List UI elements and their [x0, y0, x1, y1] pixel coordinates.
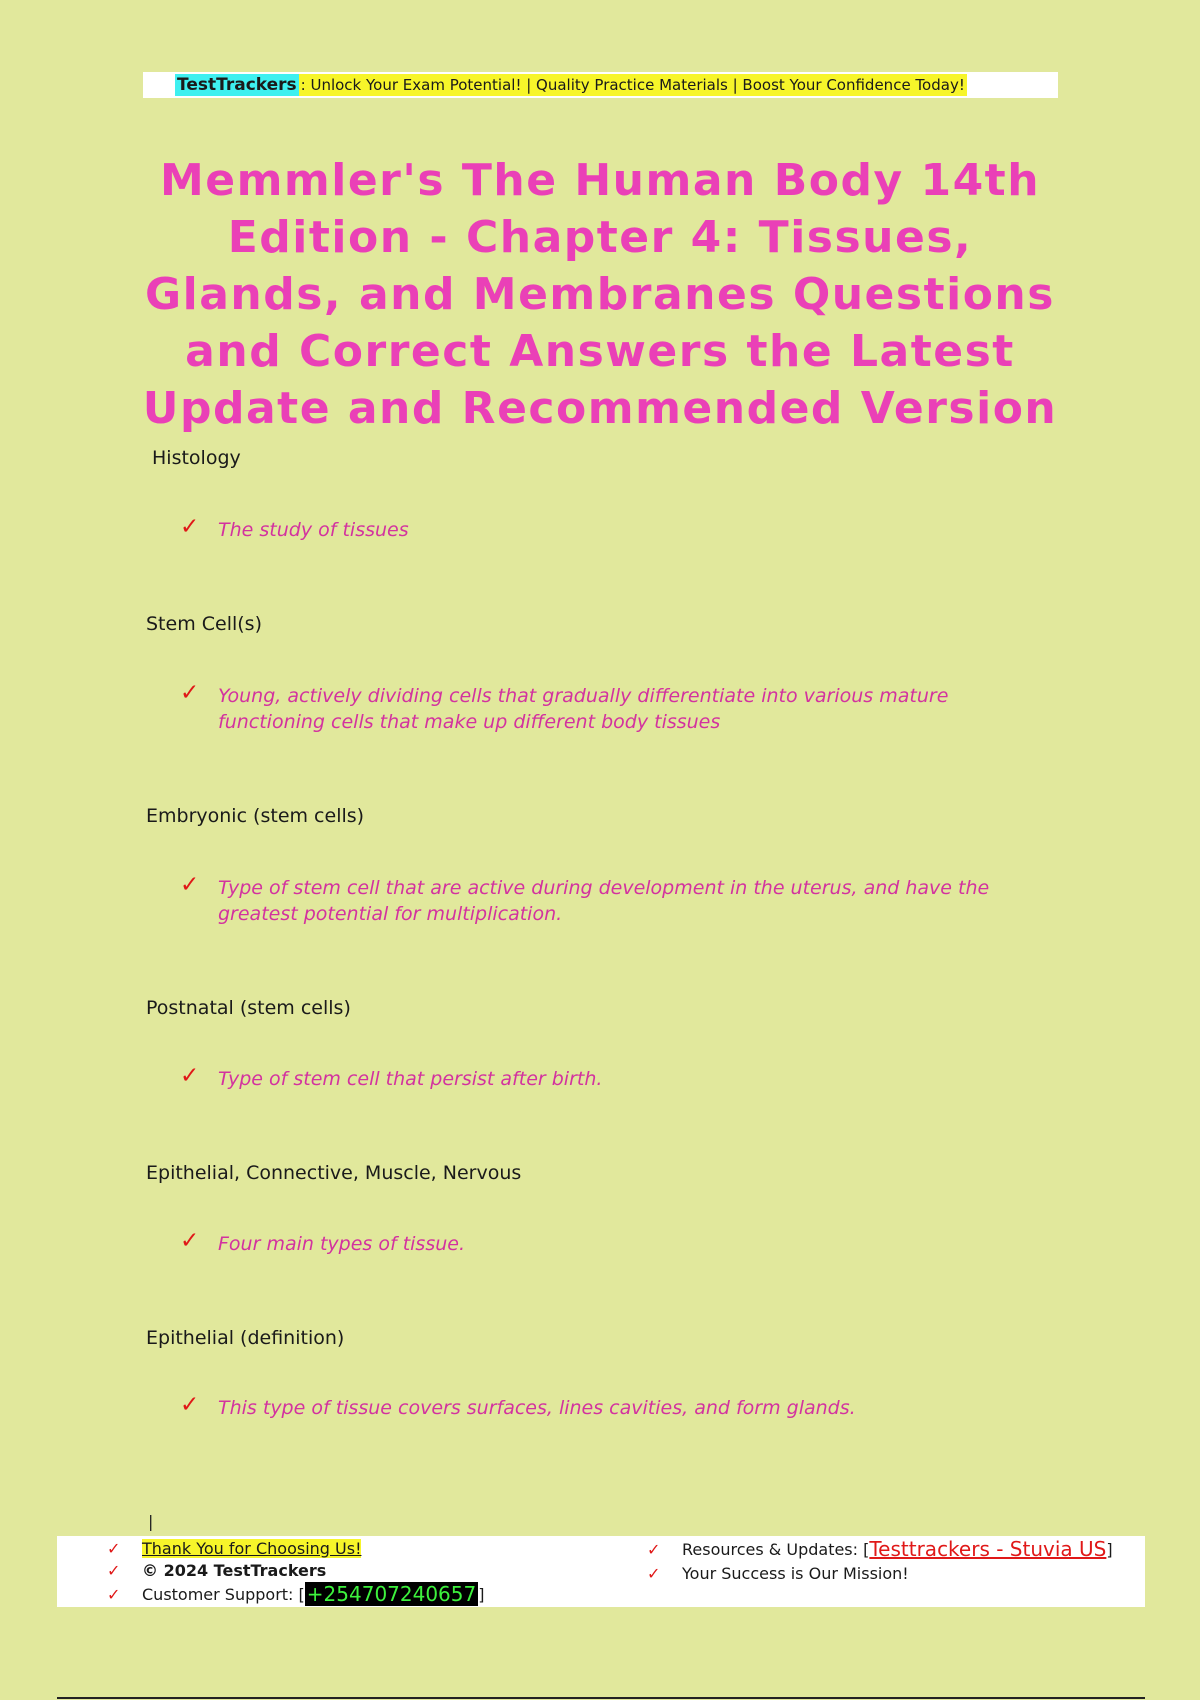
answer-text: Type of stem cell that persist after birth.: [218, 1068, 603, 1090]
checkmark-icon: ✓: [180, 1228, 200, 1254]
answer-text: The study of tissues: [218, 519, 409, 541]
support-label: Customer Support: [: [142, 1584, 305, 1604]
banner-tagline: : Unlock Your Exam Potential! | Quality Practice Materials | Boost Your Confidence Today!: [300, 76, 965, 94]
resources-link[interactable]: Testtrackers - Stuvia US: [869, 1537, 1107, 1561]
checkmark-icon: ✓: [180, 1063, 200, 1089]
checkmark-icon: ✓: [107, 1560, 121, 1580]
resources-bracket: ]: [1106, 1539, 1113, 1559]
answer-text: This type of tissue covers surfaces, lines cavities, and form glands.: [218, 1397, 856, 1419]
header-banner: [143, 72, 1058, 98]
document-title: Memmler's The Human Body 14th Edition - Chapter 4: Tissues, Glands, and Membranes Questions and Correct Answers the Latest Update and Recommended Version: [142, 155, 1058, 434]
support-bracket: ]: [478, 1584, 485, 1604]
checkmark-icon: ✓: [180, 514, 200, 540]
footer-copyright: [107, 1558, 326, 1582]
question-label: Histology: [152, 447, 241, 469]
answer-item: [180, 1392, 1060, 1421]
bottom-divider: [57, 1697, 1145, 1699]
footer: [57, 1536, 1145, 1607]
question-label: Embryonic (stem cells): [146, 805, 365, 827]
mission-text: Your Success is Our Mission!: [682, 1563, 909, 1583]
answer-item: [180, 1228, 1060, 1257]
footer-thanks: [107, 1536, 361, 1560]
brand-name: TestTrackers: [177, 75, 297, 95]
answer-item: [180, 514, 1060, 543]
text-cursor-mark: |: [148, 1512, 154, 1531]
resources-label: Resources & Updates: [: [682, 1539, 870, 1559]
copyright-text: © 2024 TestTrackers: [142, 1560, 327, 1580]
answer-text: Type of stem cell that are active during development in the uterus, and have the greatest potential for multiplication.: [218, 877, 990, 925]
checkmark-icon: ✓: [180, 872, 200, 898]
checkmark-icon: ✓: [107, 1538, 121, 1558]
answer-item: [180, 872, 1060, 927]
answer-text: Young, actively dividing cells that gradually differentiate into various mature functioning cells that make up different body tissues: [218, 685, 949, 733]
question-label: Postnatal (stem cells): [146, 997, 351, 1019]
answer-item: [180, 680, 1060, 735]
footer-support: [107, 1581, 484, 1607]
answer-item: [180, 1063, 1060, 1092]
answer-text: Four main types of tissue.: [218, 1233, 465, 1255]
footer-mission: [647, 1561, 909, 1585]
checkmark-icon: ✓: [180, 1392, 200, 1418]
thanks-text: Thank You for Choosing Us!: [142, 1538, 362, 1558]
support-phone[interactable]: +254707240657: [306, 1582, 477, 1606]
question-label: Epithelial, Connective, Muscle, Nervous: [146, 1162, 522, 1184]
checkmark-icon: ✓: [107, 1584, 121, 1604]
question-label: Stem Cell(s): [146, 613, 262, 635]
checkmark-icon: ✓: [180, 680, 200, 706]
checkmark-icon: ✓: [647, 1563, 661, 1583]
checkmark-icon: ✓: [647, 1539, 661, 1559]
question-label: Epithelial (definition): [146, 1327, 345, 1349]
footer-resources: [647, 1536, 1113, 1562]
